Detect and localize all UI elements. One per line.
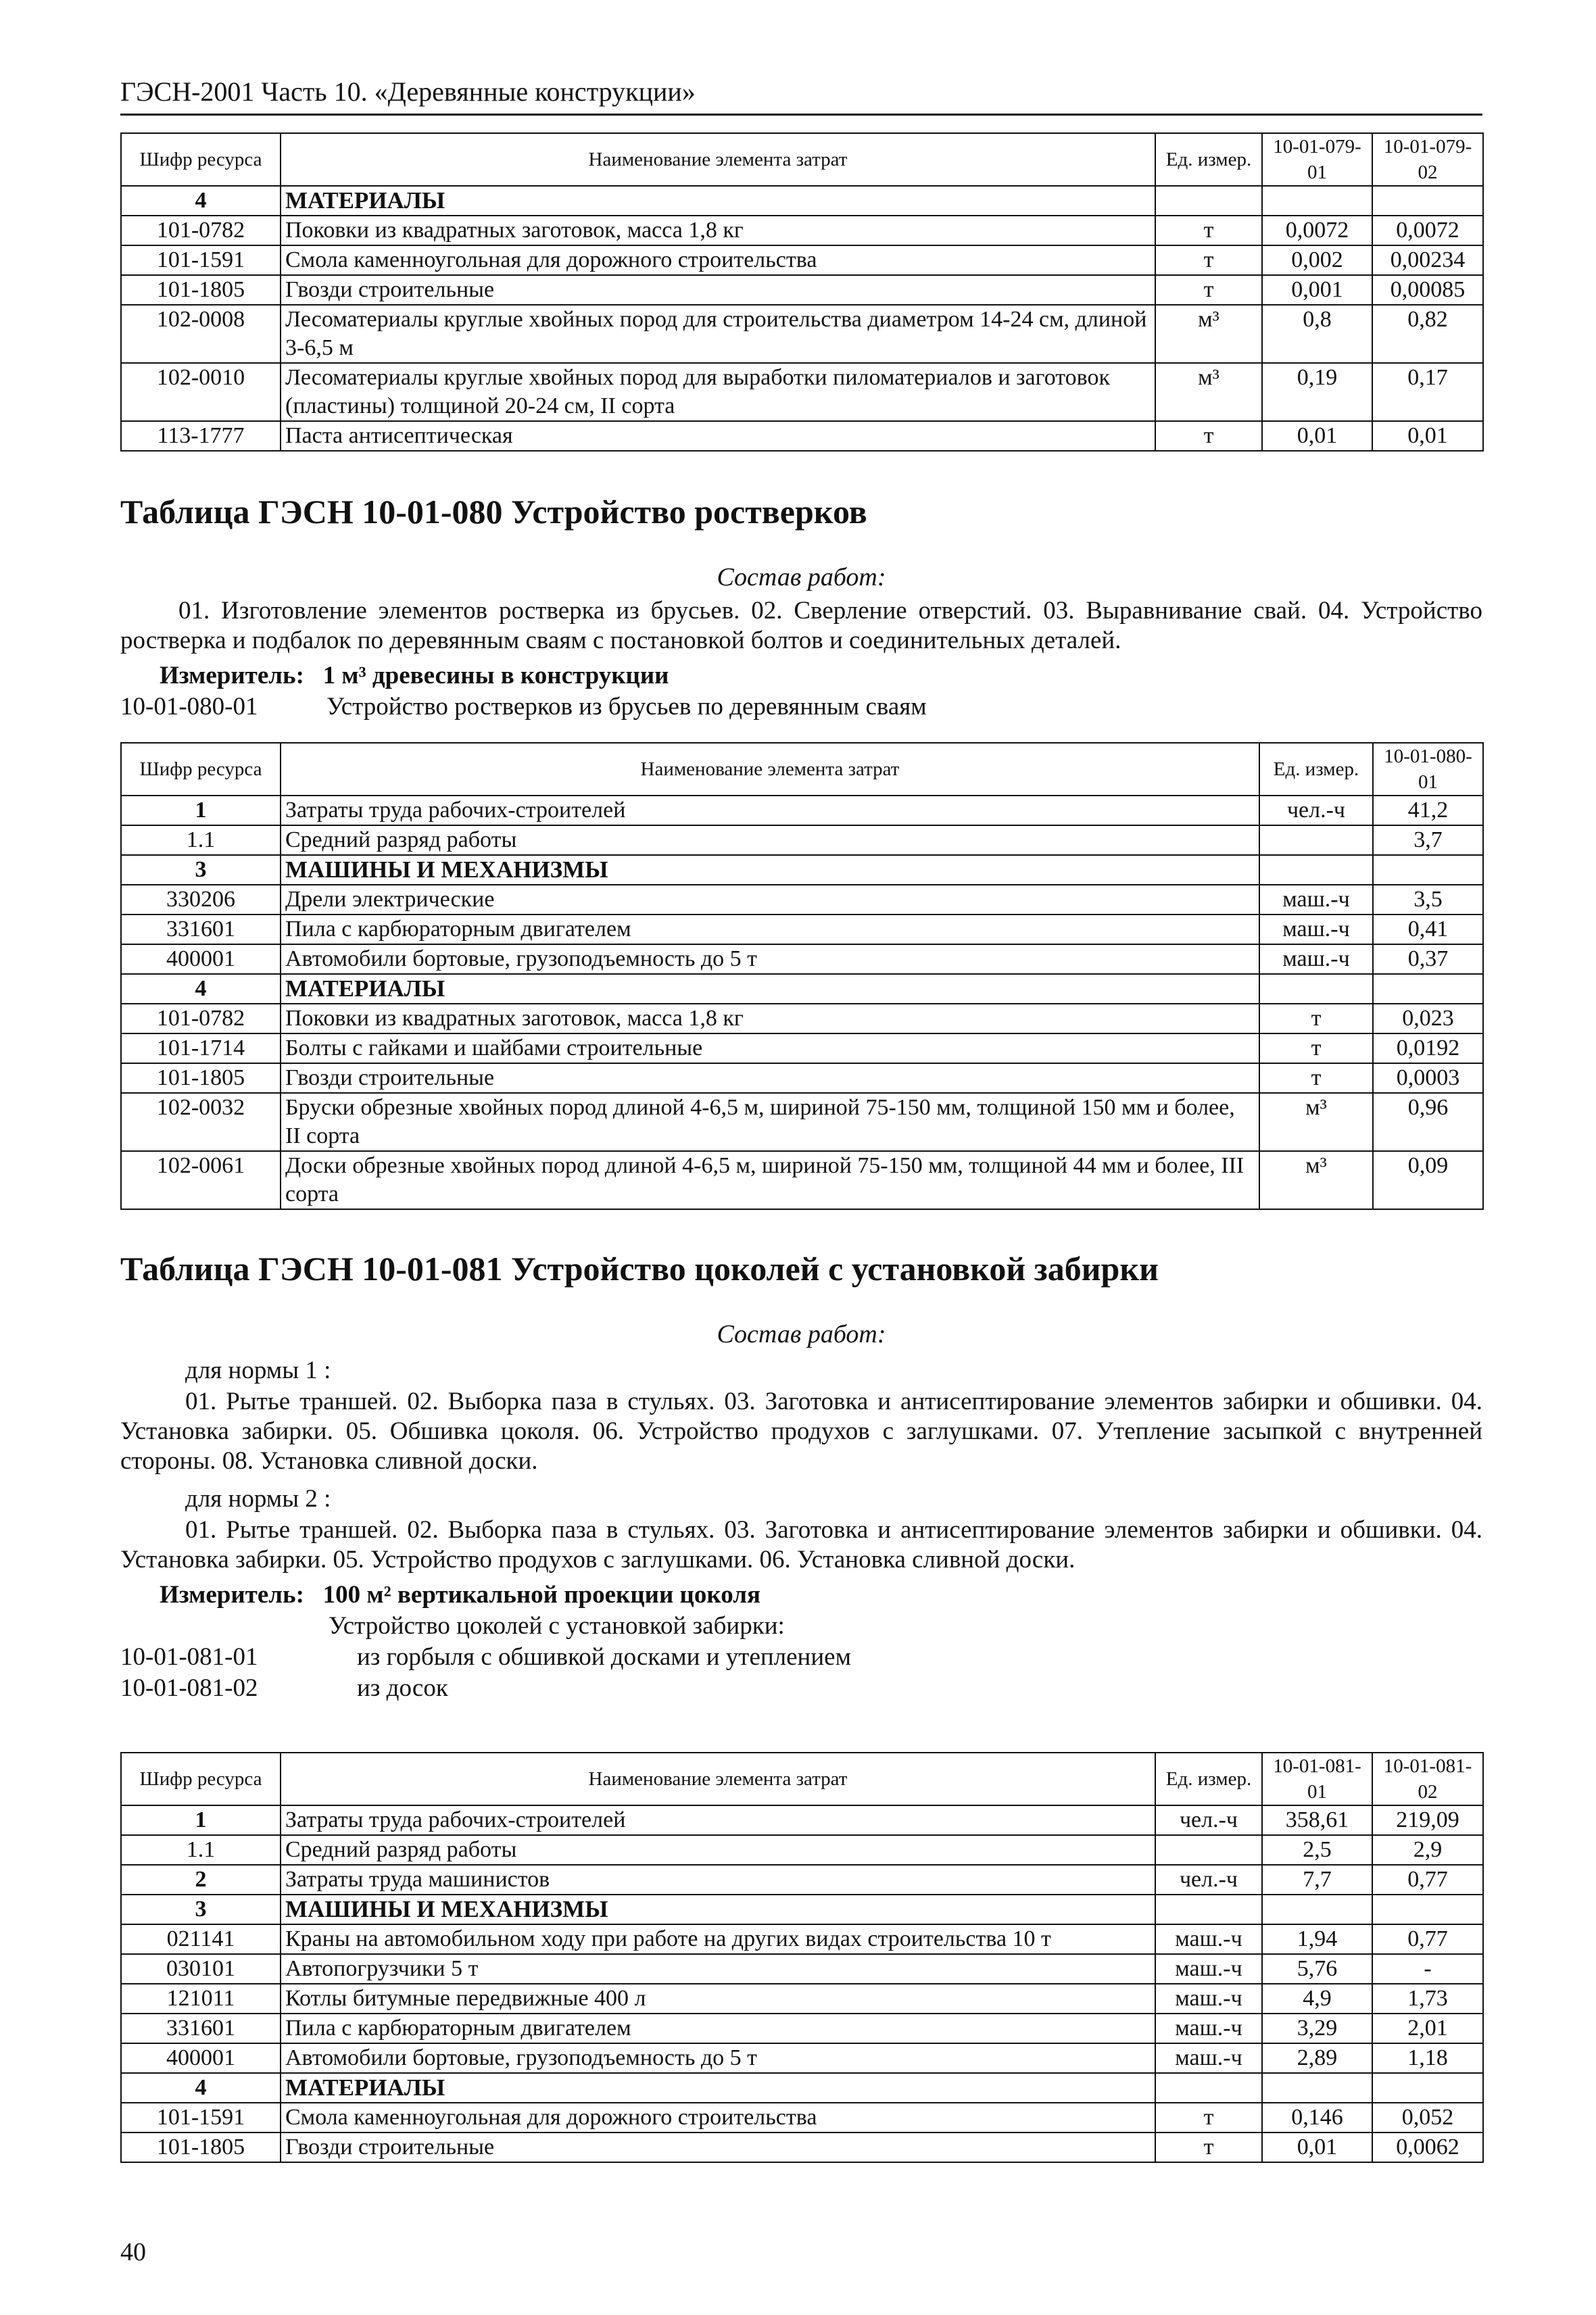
cost-element-cell: Затраты труда рабочих-строителей: [281, 1805, 1155, 1835]
table-row: [121, 796, 1483, 825]
column-header: Ед. измер.: [1259, 743, 1373, 796]
resource-code-cell: 113-1777: [121, 421, 281, 451]
norm-value-cell: [1373, 974, 1483, 1004]
norm-value-cell: 0,17: [1372, 363, 1483, 421]
unit-cell: чел.-ч: [1259, 796, 1373, 825]
unit-cell: т: [1155, 2133, 1262, 2162]
norm-value-cell: 0,0072: [1372, 216, 1483, 245]
norm-value-cell: 1,73: [1372, 1984, 1483, 2014]
resource-code-cell: 101-1591: [121, 245, 281, 275]
table-row: [121, 305, 1483, 363]
norm-value-cell: 3,29: [1262, 2014, 1372, 2043]
table-row: [121, 1865, 1483, 1895]
resource-code-cell: 102-0061: [121, 1151, 281, 1209]
cost-element-cell: Лесоматериалы круглые хвойных пород для выработки пиломатериалов и заготовок (пластины) толщиной 20-24 см, II сорта: [281, 363, 1155, 421]
column-header: Наименование элемента затрат: [281, 1753, 1155, 1805]
norm1-label: для нормы 1 :: [185, 1357, 331, 1384]
norm-value-cell: 7,7: [1262, 1865, 1372, 1895]
norm-value-cell: 0,052: [1372, 2103, 1483, 2133]
meter-line: [160, 661, 669, 690]
cost-element-cell: Бруски обрезные хвойных пород длиной 4-6,5 м, шириной 75-150 мм, толщиной 150 мм и более, II сорта: [281, 1093, 1259, 1151]
meter-label: Измеритель:: [160, 662, 304, 689]
column-header: Наименование элемента затрат: [281, 743, 1259, 796]
meter-label: Измеритель:: [160, 1581, 304, 1609]
norm-value-cell: 0,002: [1262, 245, 1372, 275]
table-079: [120, 132, 1484, 452]
table-row: [121, 1151, 1483, 1209]
resource-code-cell: 101-1805: [121, 275, 281, 305]
cost-element-cell: Гвозди строительные: [281, 2133, 1155, 2162]
unit-cell: м³: [1155, 363, 1262, 421]
cost-element-cell: Автопогрузчики 5 т: [281, 1954, 1155, 1984]
table-row: [121, 1984, 1483, 2014]
norm-value-cell: [1372, 186, 1483, 216]
section-row: [121, 1895, 1483, 1924]
unit-cell: м³: [1259, 1151, 1373, 1209]
norm-value-cell: 0,0003: [1373, 1063, 1483, 1093]
code-line: [120, 692, 927, 721]
cost-element-cell: Поковки из квадратных заготовок, масса 1,8 кг: [281, 1004, 1259, 1033]
table-row: [121, 275, 1483, 305]
unit-cell: т: [1259, 1033, 1373, 1063]
resource-code-cell: 101-1805: [121, 2133, 281, 2162]
norm-value-cell: 0,01: [1372, 421, 1483, 451]
cost-element-cell: МАТЕРИАЛЫ: [281, 186, 1155, 216]
table-row: [121, 1004, 1483, 1033]
norm-value-cell: 0,41: [1373, 915, 1483, 944]
norm-value-cell: 2,89: [1262, 2043, 1372, 2073]
norm-value-cell: 1,18: [1372, 2043, 1483, 2073]
resource-code-cell: 3: [121, 1895, 281, 1924]
unit-cell: т: [1155, 216, 1262, 245]
unit-cell: [1155, 1835, 1262, 1865]
resource-code-cell: 101-0782: [121, 1004, 281, 1033]
meter-value: 1 м³ древесины в конструкции: [322, 662, 669, 689]
norm-value-cell: 0,82: [1372, 305, 1483, 363]
column-header: 10-01-081-02: [1372, 1753, 1483, 1805]
cost-element-cell: Пила с карбюраторным двигателем: [281, 915, 1259, 944]
table-row: [121, 1924, 1483, 1954]
cost-element-cell: МАТЕРИАЛЫ: [281, 2073, 1155, 2103]
unit-cell: [1259, 974, 1373, 1004]
resource-code-cell: 400001: [121, 2043, 281, 2073]
resource-code-cell: 4: [121, 974, 281, 1004]
unit-cell: т: [1259, 1063, 1373, 1093]
table-row: [121, 1954, 1483, 1984]
table-row: [121, 421, 1483, 451]
cost-element-cell: Средний разряд работы: [281, 1835, 1155, 1865]
norm-value-cell: 219,09: [1372, 1805, 1483, 1835]
norm-value-cell: 0,09: [1373, 1151, 1483, 1209]
norm-value-cell: 0,19: [1262, 363, 1372, 421]
table-081: [120, 1752, 1484, 2163]
norm-code: 10-01-080-01: [120, 693, 258, 721]
resource-code-cell: 101-1714: [121, 1033, 281, 1063]
norm-value-cell: 0,0072: [1262, 216, 1372, 245]
unit-cell: т: [1155, 275, 1262, 305]
section-row: [121, 855, 1483, 885]
cost-element-cell: Автомобили бортовые, грузоподъемность до 5 т: [281, 944, 1259, 974]
meter-value: 100 м² вертикальной проекции цоколя: [322, 1581, 760, 1609]
norm-value-cell: 0,00085: [1372, 275, 1483, 305]
column-header: Наименование элемента затрат: [281, 133, 1155, 186]
work-caption: Состав работ:: [717, 1320, 886, 1348]
cost-element-cell: МАШИНЫ И МЕХАНИЗМЫ: [281, 1895, 1155, 1924]
table-header-row: [121, 133, 1483, 186]
resource-code-cell: 1.1: [121, 825, 281, 855]
resource-code-cell: 400001: [121, 944, 281, 974]
norm-value-cell: 0,001: [1262, 275, 1372, 305]
cost-element-cell: Средний разряд работы: [281, 825, 1259, 855]
table-row: [121, 2103, 1483, 2133]
table-header-row: [121, 743, 1483, 796]
cost-element-cell: Гвозди строительные: [281, 275, 1155, 305]
norm-value-cell: 0,77: [1372, 1924, 1483, 1954]
norm-value-cell: 358,61: [1262, 1805, 1372, 1835]
table-row: [121, 915, 1483, 944]
cost-element-cell: Смола каменноугольная для дорожного строительства: [281, 245, 1155, 275]
resource-code-cell: 1: [121, 796, 281, 825]
norm-code: 10-01-081-02: [120, 1674, 258, 1702]
unit-cell: маш.-ч: [1259, 885, 1373, 915]
cost-element-cell: Поковки из квадратных заготовок, масса 1,8 кг: [281, 216, 1155, 245]
unit-cell: маш.-ч: [1155, 1954, 1262, 1984]
norm-value-cell: [1372, 1895, 1483, 1924]
norm-code: 10-01-081-01: [120, 1643, 258, 1671]
norm-value-cell: 5,76: [1262, 1954, 1372, 1984]
cost-element-cell: Затраты труда рабочих-строителей: [281, 796, 1259, 825]
norm-value-cell: 1,94: [1262, 1924, 1372, 1954]
unit-cell: м³: [1155, 305, 1262, 363]
unit-cell: маш.-ч: [1259, 915, 1373, 944]
norm-value-cell: 0,77: [1372, 1865, 1483, 1895]
table-row: [121, 1093, 1483, 1151]
unit-cell: маш.-ч: [1155, 1924, 1262, 1954]
table-row: [121, 216, 1483, 245]
resource-code-cell: 331601: [121, 915, 281, 944]
resource-code-cell: 102-0032: [121, 1093, 281, 1151]
norm-value-cell: 2,9: [1372, 1835, 1483, 1865]
resource-code-cell: 102-0010: [121, 363, 281, 421]
column-header: Ед. измер.: [1155, 133, 1262, 186]
cost-element-cell: Автомобили бортовые, грузоподъемность до 5 т: [281, 2043, 1155, 2073]
norm-value-cell: 0,00234: [1372, 245, 1483, 275]
cost-element-cell: МАТЕРИАЛЫ: [281, 974, 1259, 1004]
column-header: Шифр ресурса: [121, 133, 281, 186]
norm-value-cell: 2,5: [1262, 1835, 1372, 1865]
cost-element-cell: Дрели электрические: [281, 885, 1259, 915]
unit-cell: маш.-ч: [1155, 2043, 1262, 2073]
norm-value-cell: 0,01: [1262, 421, 1372, 451]
cost-element-cell: Смола каменноугольная для дорожного строительства: [281, 2103, 1155, 2133]
norm-value-cell: 0,8: [1262, 305, 1372, 363]
section-row: [121, 2073, 1483, 2103]
norm-value-cell: [1372, 2073, 1483, 2103]
table-row: [121, 944, 1483, 974]
table-080: [120, 742, 1484, 1210]
column-header: 10-01-079-01: [1262, 133, 1372, 186]
resource-code-cell: 121011: [121, 1984, 281, 2014]
unit-cell: т: [1155, 245, 1262, 275]
table-row: [121, 885, 1483, 915]
cost-element-cell: Пила с карбюраторным двигателем: [281, 2014, 1155, 2043]
cost-element-cell: Затраты труда машинистов: [281, 1865, 1155, 1895]
table-row: [121, 363, 1483, 421]
column-header: 10-01-079-02: [1372, 133, 1483, 186]
table-row: [121, 825, 1483, 855]
group-desc: Устройство цоколей с установкой забирки:: [329, 1612, 785, 1640]
norm1-text: 01. Рытье траншей. 02. Выборка паза в стульях. 03. Заготовка и антисептирование элементов забирки и обшивки. 04. Установка забирки. 05. Обшивка цоколя. 06. Устройство продухов с заглушками. 07. Утепление засыпкой с внутренней стороны. 08. Установка сливной доски.: [120, 1388, 1482, 1475]
norm2-label: для нормы 2 :: [185, 1485, 331, 1513]
page-number: 40: [120, 2238, 146, 2266]
column-header: 10-01-080-01: [1373, 743, 1483, 796]
unit-cell: [1155, 1895, 1262, 1924]
resource-code-cell: 1: [121, 1805, 281, 1835]
table-row: [121, 1063, 1483, 1093]
table-080-title: Таблица ГЭСН 10-01-080 Устройство ростверков: [120, 493, 867, 531]
norm-value-cell: 2,01: [1372, 2014, 1483, 2043]
cost-element-cell: Доски обрезные хвойных пород длиной 4-6,5 м, шириной 75-150 мм, толщиной 44 мм и более, III сорта: [281, 1151, 1259, 1209]
unit-cell: [1155, 186, 1262, 216]
resource-code-cell: 4: [121, 2073, 281, 2103]
cost-element-cell: Паста антисептическая: [281, 421, 1155, 451]
resource-code-cell: 101-0782: [121, 216, 281, 245]
resource-code-cell: 331601: [121, 2014, 281, 2043]
table-081-title: Таблица ГЭСН 10-01-081 Устройство цоколей с установкой забирки: [120, 1250, 1159, 1288]
resource-code-cell: 030101: [121, 1954, 281, 1984]
unit-cell: т: [1155, 2103, 1262, 2133]
resource-code-cell: 101-1805: [121, 1063, 281, 1093]
column-header: 10-01-081-01: [1262, 1753, 1372, 1805]
resource-code-cell: 1.1: [121, 1835, 281, 1865]
cost-element-cell: Гвозди строительные: [281, 1063, 1259, 1093]
cost-element-cell: Котлы битумные передвижные 400 л: [281, 1984, 1155, 2014]
unit-cell: [1259, 825, 1373, 855]
norm-value-cell: 4,9: [1262, 1984, 1372, 2014]
code-line: [120, 1674, 448, 1703]
unit-cell: маш.-ч: [1259, 944, 1373, 974]
header-rule: [120, 114, 1482, 116]
meter-line: [160, 1580, 760, 1609]
norm-value-cell: 0,0192: [1373, 1033, 1483, 1063]
work-text: 01. Изготовление элементов ростверка из брусьев. 02. Сверление отверстий. 03. Выравнивание свай. 04. Устройство ростверка и подбалок по деревянным сваям с постановкой болтов и соединительных деталей.: [120, 597, 1482, 654]
norm-value-cell: 41,2: [1373, 796, 1483, 825]
table-row: [121, 1835, 1483, 1865]
unit-cell: маш.-ч: [1155, 2014, 1262, 2043]
norm-value-cell: [1262, 186, 1372, 216]
norm-value-cell: 3,7: [1373, 825, 1483, 855]
cost-element-cell: Болты с гайками и шайбами строительные: [281, 1033, 1259, 1063]
cost-element-cell: МАШИНЫ И МЕХАНИЗМЫ: [281, 855, 1259, 885]
norm-desc: из горбыля с обшивкой досками и утеплением: [357, 1643, 851, 1671]
norm-desc: из досок: [357, 1674, 448, 1702]
table-row: [121, 1033, 1483, 1063]
column-header: Шифр ресурса: [121, 1753, 281, 1805]
norm-desc: Устройство ростверков из брусьев по деревянным сваям: [327, 693, 927, 721]
resource-code-cell: 2: [121, 1865, 281, 1895]
norm-value-cell: 0,96: [1373, 1093, 1483, 1151]
table-row: [121, 2043, 1483, 2073]
norm-value-cell: 0,37: [1373, 944, 1483, 974]
norm-value-cell: 0,01: [1262, 2133, 1372, 2162]
norm-value-cell: 0,0062: [1372, 2133, 1483, 2162]
code-line: [120, 1642, 851, 1672]
resource-code-cell: 102-0008: [121, 305, 281, 363]
column-header: Ед. измер.: [1155, 1753, 1262, 1805]
norm-value-cell: 3,5: [1373, 885, 1483, 915]
norm-value-cell: [1373, 855, 1483, 885]
norm-value-cell: 0,023: [1373, 1004, 1483, 1033]
cost-element-cell: Краны на автомобильном ходу при работе на других видах строительства 10 т: [281, 1924, 1155, 1954]
norm2-text: 01. Рытье траншей. 02. Выборка паза в стульях. 03. Заготовка и антисептирование элементов забирки и обшивки. 04. Установка забирки. 05. Устройство продухов с заглушками. 06. Установка сливной доски.: [120, 1516, 1482, 1574]
cost-element-cell: Лесоматериалы круглые хвойных пород для строительства диаметром 14-24 см, длиной 3-6,5 м: [281, 305, 1155, 363]
work-caption: Состав работ:: [717, 563, 886, 591]
section-row: [121, 974, 1483, 1004]
unit-cell: маш.-ч: [1155, 1984, 1262, 2014]
unit-cell: чел.-ч: [1155, 1865, 1262, 1895]
resource-code-cell: 3: [121, 855, 281, 885]
table-row: [121, 2014, 1483, 2043]
resource-code-cell: 101-1591: [121, 2103, 281, 2133]
norm-value-cell: [1262, 2073, 1372, 2103]
unit-cell: чел.-ч: [1155, 1805, 1262, 1835]
norm-value-cell: 0,146: [1262, 2103, 1372, 2133]
running-head: ГЭСН-2001 Часть 10. «Деревянные конструкции»: [120, 76, 696, 107]
unit-cell: м³: [1259, 1093, 1373, 1151]
column-header: Шифр ресурса: [121, 743, 281, 796]
norm-value-cell: -: [1372, 1954, 1483, 1984]
resource-code-cell: 330206: [121, 885, 281, 915]
unit-cell: т: [1259, 1004, 1373, 1033]
table-header-row: [121, 1753, 1483, 1805]
table-row: [121, 245, 1483, 275]
norm-value-cell: [1262, 1895, 1372, 1924]
unit-cell: т: [1155, 421, 1262, 451]
section-row: [121, 186, 1483, 216]
unit-cell: [1155, 2073, 1262, 2103]
resource-code-cell: 021141: [121, 1924, 281, 1954]
resource-code-cell: 4: [121, 186, 281, 216]
unit-cell: [1259, 855, 1373, 885]
table-row: [121, 2133, 1483, 2162]
table-row: [121, 1805, 1483, 1835]
